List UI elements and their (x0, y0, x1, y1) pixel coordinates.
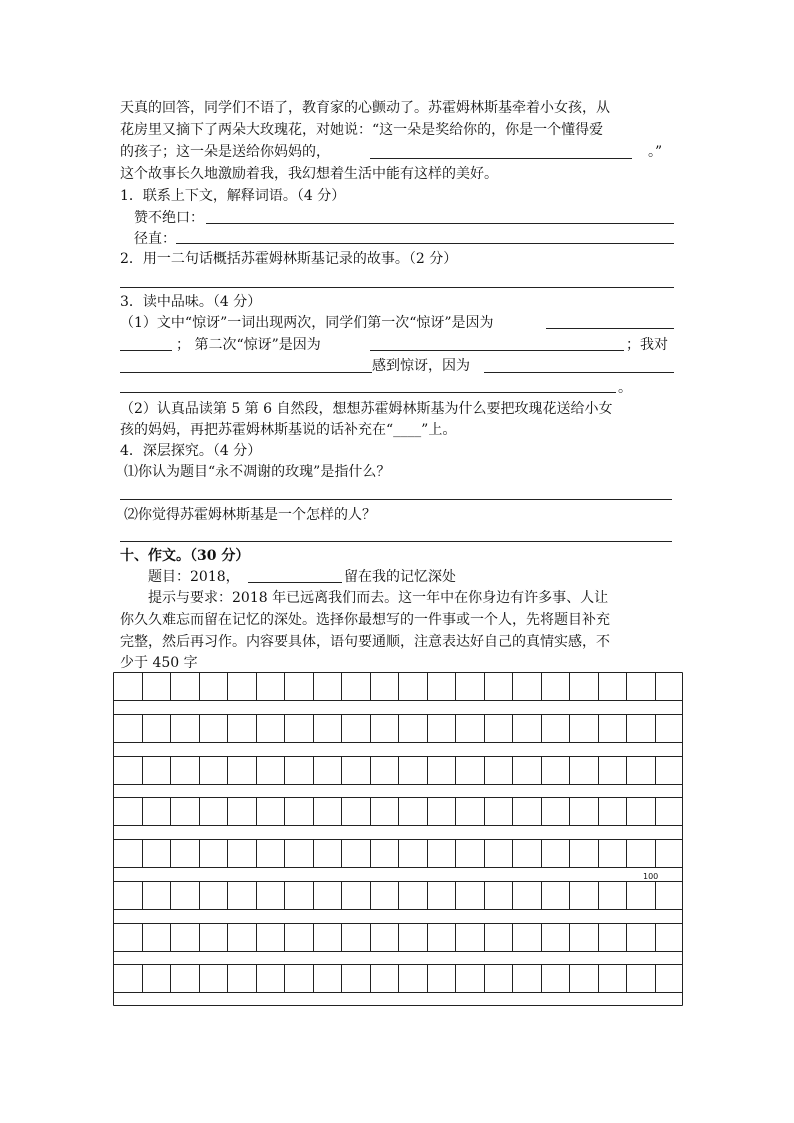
q1-word-2: 径直： (134, 231, 176, 247)
q3-blank-3[interactable] (370, 350, 624, 351)
passage-line-4: 这个故事长久地激励着我，我幻想着生活中能有这样的美好。 (120, 166, 498, 182)
q2-title: 2．用一二句话概括苏霍姆林斯基记录的故事。（2 分） (120, 251, 458, 267)
passage-line-1: 天真的回答，同学们不语了，教育家的心颤动了。苏霍姆林斯基牵着小女孩，从 (120, 100, 610, 116)
q3-part1-b: ； 第二次“惊讶”是因为 (176, 337, 321, 353)
passage-line-2: 花房里又摘下了两朵大玫瑰花，对她说：“这一朵是奖给你的，你是一个懂得爱 (120, 122, 604, 138)
composition-req-2: 你久久难忘而留在记忆的深处。选择你最想写的一件事或一个人，先将题目补充 (120, 612, 610, 628)
q4-sub-2: ⑵你觉得苏霍姆林斯基是一个怎样的人？ (124, 507, 376, 523)
q4-answer-blank-1[interactable] (120, 499, 672, 500)
passage-line-3a: 的孩子；这一朵是送给你妈妈的， (120, 144, 330, 160)
q1-answer-blank-1[interactable] (206, 223, 674, 224)
grid-word-counter: 100 (643, 872, 659, 881)
q3-blank-4[interactable] (120, 372, 372, 373)
q3-part1-a: （1）文中“惊讶”一词出现两次，同学们第一次“惊讶”是因为 (120, 315, 494, 331)
composition-topic-a: 题目：2018， (148, 569, 240, 585)
q1-title: 1．联系上下文，解释词语。（4 分） (120, 188, 346, 204)
q3-blank-2[interactable] (120, 350, 172, 351)
q4-sub-1: ⑴你认为题目“永不凋谢的玫瑰”是指什么？ (124, 464, 391, 480)
q3-part2-b (120, 420, 456, 440)
composition-req-3: 完整，然后再习作。内容要具体，语句要通顺，注意表达好自己的真情实感，不 (120, 634, 610, 650)
q3-part2-a: （2）认真品读第 5 第 6 自然段，想想苏霍姆林斯基为什么要把玫瑰花送给小女 (120, 401, 613, 417)
q3-blank-6[interactable] (120, 392, 616, 393)
q3-part2-c-text: ”上。 (421, 422, 457, 438)
passage-answer-blank[interactable] (370, 158, 632, 159)
composition-req-1: 提示与要求：2018 年已远离我们而去。这一年中在你身边有许多事、人让 (148, 590, 609, 606)
q3-part1-d: 感到惊讶，因为 (372, 358, 470, 374)
composition-heading: 十、作文。（30 分） (120, 548, 250, 564)
composition-topic-b: 留在我的记忆深处 (344, 569, 456, 585)
q3-part2-blank[interactable]: ____ (393, 422, 422, 438)
q3-part1-c: ；我对 (626, 337, 668, 353)
q1-word-1: 赞不绝口： (134, 210, 204, 226)
q3-part1-e: 。 (618, 380, 632, 396)
q4-answer-blank-2[interactable] (120, 541, 672, 542)
q3-blank-5[interactable] (484, 372, 674, 373)
q3-blank-1[interactable] (546, 328, 674, 329)
writing-grid-svg (113, 672, 683, 1006)
writing-grid[interactable] (113, 672, 683, 1006)
q3-title: 3．读中品味。（4 分） (120, 294, 262, 310)
q2-answer-blank[interactable] (120, 287, 674, 288)
passage-line-3b: 。” (648, 144, 663, 160)
composition-req-4: 少于 450 字 (120, 655, 198, 671)
q4-title: 4．深层探究。（4 分） (120, 443, 262, 459)
composition-title-blank[interactable] (248, 582, 342, 583)
q1-answer-blank-2[interactable] (176, 243, 674, 244)
q3-part2-b-text: 孩的妈妈，再把苏霍姆林斯基说的话补充在“ (120, 422, 394, 438)
